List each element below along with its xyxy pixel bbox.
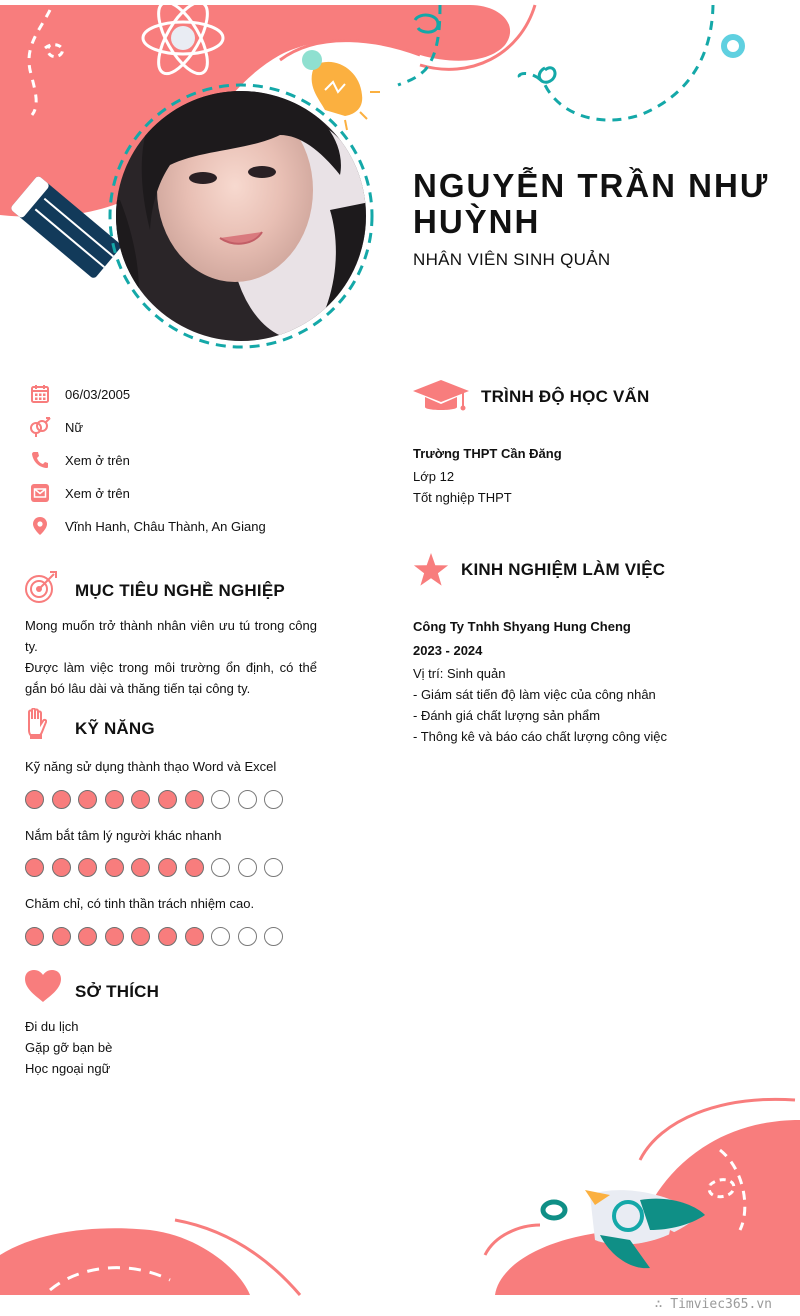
experience-company: Công Ty Tnhh Shyang Hung Cheng — [413, 619, 631, 634]
candidate-position: NHÂN VIÊN SINH QUẢN — [413, 250, 611, 269]
rating-dot-filled — [52, 858, 71, 877]
rating-dot-filled — [78, 858, 97, 877]
experience-duty: - Thông kê và báo cáo chất lượng công việc — [413, 729, 668, 744]
address-value: Vĩnh Hanh, Châu Thành, An Giang — [65, 518, 266, 534]
objective-line-1: Mong muốn trở thành nhân viên ưu tú trong công ty. — [25, 618, 317, 654]
rating-dot-empty — [211, 858, 230, 877]
rating-dot-filled — [78, 790, 97, 809]
education-status: Tốt nghiệp THPT — [413, 490, 512, 505]
dob-value: 06/03/2005 — [65, 386, 131, 402]
education-grade: Lớp 12 — [413, 469, 455, 484]
contact-address — [28, 515, 266, 537]
rating-dot-empty — [211, 927, 230, 946]
footer-decoration — [0, 1080, 800, 1316]
hobby-item: Đi du lịch — [25, 1019, 79, 1034]
objective-line-2: Được làm việc trong môi trường ổn định, có thể gắn bó lâu dài và thăng tiến tại công ty. — [25, 660, 317, 696]
rating-dot-filled — [25, 790, 44, 809]
rating-dot-empty — [264, 858, 283, 877]
rating-dot-filled — [131, 927, 150, 946]
rating-dot-filled — [158, 927, 177, 946]
rating-dot-filled — [185, 858, 204, 877]
raised-hand-icon — [25, 708, 47, 745]
star-icon — [413, 553, 449, 592]
rating-dot-filled — [78, 927, 97, 946]
phone-value: Xem ở trên — [65, 452, 130, 468]
rating-dot-empty — [238, 858, 257, 877]
footer-blob-left — [0, 1228, 250, 1295]
contact-email — [28, 482, 130, 504]
experience-title: KINH NGHIỆM LÀM VIỆC — [461, 560, 666, 579]
rating-dot-filled — [185, 790, 204, 809]
skill-name: Kỹ năng sử dụng thành thạo Word và Excel — [25, 759, 277, 774]
target-icon — [24, 570, 58, 609]
skill-rating — [25, 858, 283, 877]
rating-dot-empty — [238, 790, 257, 809]
gender-value: Nữ — [65, 419, 84, 435]
skill-name: Nắm bắt tâm lý người khác nhanh — [25, 828, 222, 843]
skill-rating — [25, 927, 283, 946]
rating-dot-filled — [105, 790, 124, 809]
contact-phone — [28, 449, 130, 471]
heart-icon — [25, 970, 61, 1007]
calendar-icon — [28, 383, 52, 405]
hobbies-title: SỞ THÍCH — [75, 982, 160, 1001]
candidate-name: NGUYỄN TRẦN NHƯ HUỲNH — [413, 167, 770, 240]
objective-title: MỤC TIÊU NGHỀ NGHIỆP — [75, 581, 285, 600]
phone-icon — [28, 449, 52, 471]
experience-duty: - Giám sát tiến độ làm việc của công nhân — [413, 687, 656, 702]
rating-dot-filled — [52, 790, 71, 809]
rating-dot-filled — [158, 790, 177, 809]
contact-gender — [28, 416, 83, 438]
rating-dot-filled — [25, 927, 44, 946]
rating-dot-filled — [25, 858, 44, 877]
hobby-item: Gặp gỡ bạn bè — [25, 1040, 113, 1055]
rating-dot-filled — [158, 858, 177, 877]
skill-name: Chăm chỉ, có tinh thần trách nhiệm cao. — [25, 896, 255, 911]
graduation-cap-icon — [413, 380, 469, 419]
rating-dot-empty — [211, 790, 230, 809]
experience-period: 2023 - 2024 — [413, 643, 483, 658]
gender-icon — [28, 416, 52, 438]
rating-dot-filled — [131, 790, 150, 809]
rating-dot-filled — [105, 858, 124, 877]
education-school: Trường THPT Cần Đăng — [413, 446, 562, 461]
experience-duty: - Đánh giá chất lượng sản phẩm — [413, 708, 601, 723]
experience-role: Vị trí: Sinh quản — [413, 666, 506, 681]
email-value: Xem ở trên — [65, 485, 130, 501]
education-title: TRÌNH ĐỘ HỌC VẤN — [481, 387, 650, 406]
skills-title: KỸ NĂNG — [75, 719, 155, 738]
rating-dot-filled — [131, 858, 150, 877]
watermark: ∴ Timviec365.vn — [654, 1297, 772, 1312]
hobby-item: Học ngoại ngữ — [25, 1061, 111, 1076]
rating-dot-empty — [238, 927, 257, 946]
skill-rating — [25, 790, 283, 809]
contact-dob — [28, 383, 130, 405]
rating-dot-filled — [185, 927, 204, 946]
objective-text — [25, 615, 317, 699]
rating-dot-empty — [264, 790, 283, 809]
rating-dot-empty — [264, 927, 283, 946]
location-pin-icon — [28, 515, 52, 537]
rating-dot-filled — [105, 927, 124, 946]
email-icon — [28, 482, 52, 504]
rating-dot-filled — [52, 927, 71, 946]
